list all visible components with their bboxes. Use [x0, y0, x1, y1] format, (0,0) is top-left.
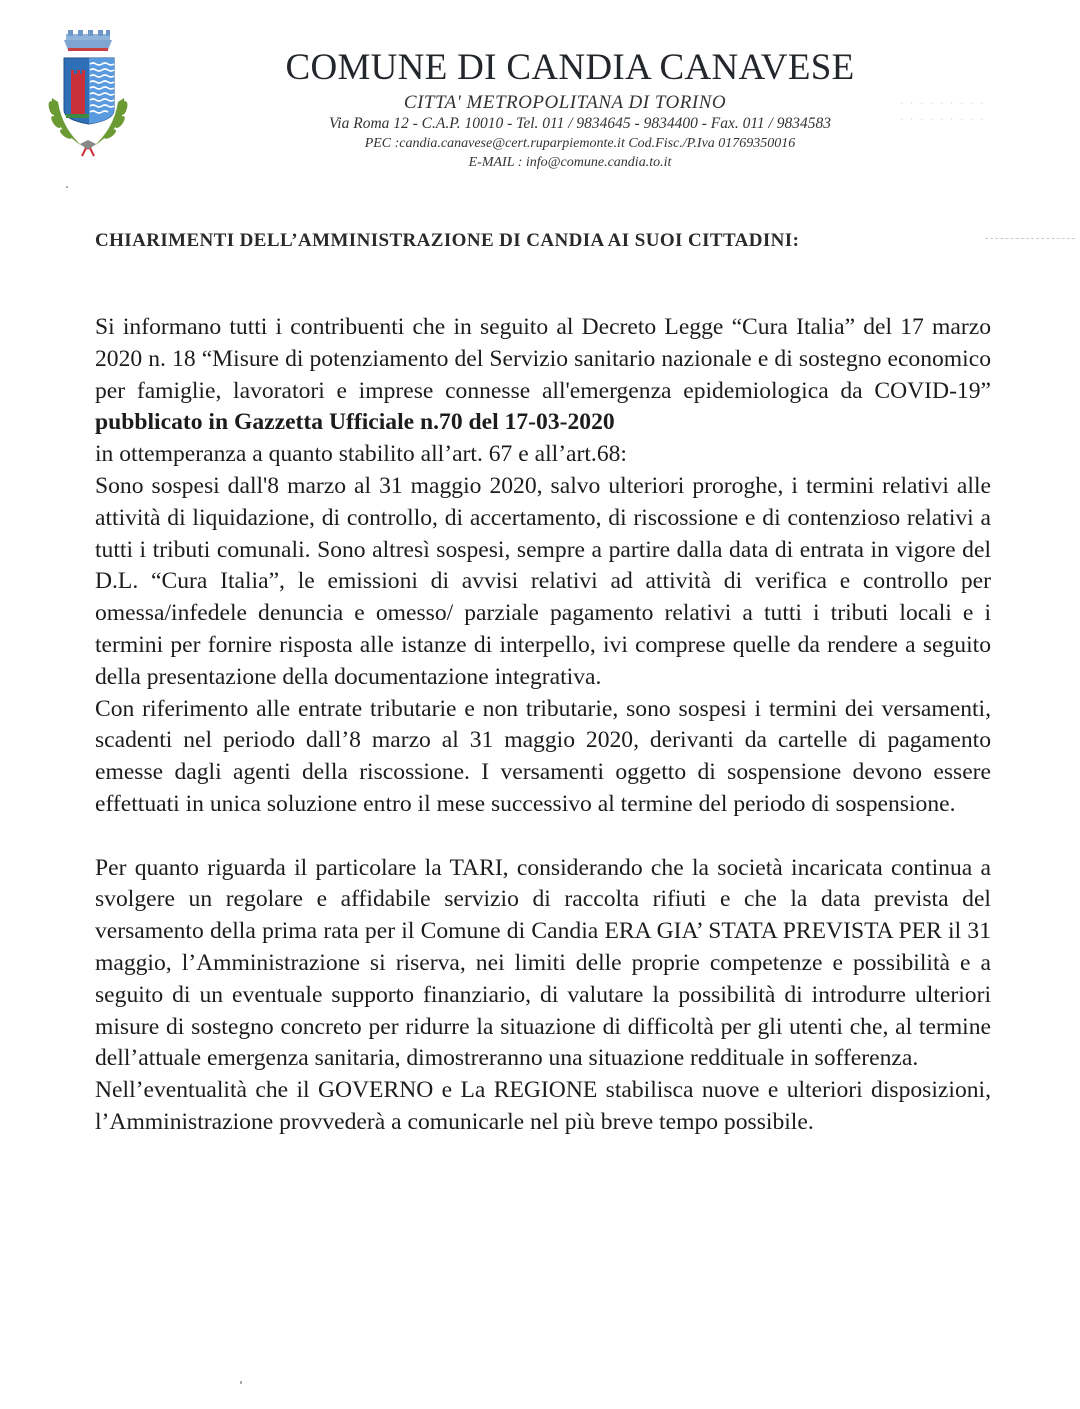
- paragraph-intro: [95, 312, 991, 439]
- scan-artifact-line: [985, 238, 1075, 239]
- paragraph-payments: Con riferimento alle entrate tributarie e non tributarie, sono sospesi i termini dei versamenti, scadenti nel periodo dall’8 marzo al 31 maggio 2020, derivanti da cartelle di pagamento emesse dagli agenti della riscossione. I versamenti oggetto di sospensione devono essere effettuati in unica soluzione entro il mese successivo al termine del periodo di sospensione.: [95, 695, 991, 817]
- document-heading: CHIARIMENTI DELL’AMMINISTRAZIONE DI CANDIA AI SUOI CITTADINI:: [95, 230, 800, 251]
- organization-pec: PEC :candia.canavese@cert.ruparpiemonte.it Cod.Fisc./P.Iva 01769350016: [364, 136, 796, 151]
- organization-address: Via Roma 12 - C.A.P. 10010 - Tel. 011 / 9834645 - 9834400 - Fax. 011 / 9834583: [328, 115, 831, 132]
- paragraph-articles: in ottemperanza a quanto stabilito all’art. 67 e all’art.68:: [95, 441, 627, 468]
- gazzetta-reference: pubblicato in Gazzetta Ufficiale n.70 del 17-03-2020: [95, 409, 615, 436]
- paragraph-spacer: [95, 821, 991, 853]
- document-body: [95, 312, 991, 1139]
- letterhead: [230, 48, 870, 172]
- intro-text: Si informano tutti i contribuenti che in seguito al Decreto Legge “Cura Italia” del 17 marzo 2020 n. 18 “Misure di potenziamento del Servizio sanitario nazionale e di sostegno economico per famiglie, lavoratori e imprese connesse all'emergenza epidemiologica da COVID-19”: [95, 314, 991, 404]
- scan-bleedthrough: · · · · · · · · · · · · · · · · · ·: [900, 96, 985, 126]
- scan-speck: [240, 1381, 242, 1384]
- paragraph-government: Nell’eventualità che il GOVERNO e La REGIONE stabilisca nuove e ulteriori disposizioni, l’Amministrazione provvederà a comunicarle nel più breve tempo possibile.: [95, 1077, 991, 1135]
- coat-of-arms-icon: [42, 28, 134, 158]
- paragraph-tari: Per quanto riguarda il particolare la TARI, considerando che la società incaricata continua a svolgere un regolare e affidabile servizio di raccolta rifiuti e che la data prevista del versamento della prima rata per il Comune di Candia ERA GIA’ STATA PREVISTA PER il 31 maggio, l’Amministrazione si riserva, nei limiti delle proprie competenze e possibilità e a seguito di un eventuale supporto finanziario, di valutare la possibilità di introdurre ulteriori misure di sostegno concreto per ridurre la situazione di difficoltà per gli utenti che, al termine dell’attuale emergenza sanitaria, dimostreranno una situazione reddituale in sofferenza.: [95, 854, 991, 1072]
- paragraph-suspension: Sono sospesi dall'8 marzo al 31 maggio 2020, salvo ulteriori proroghe, i termini relativi alle attività di liquidazione, di controllo, di accertamento, di riscossione e di contenzioso relativi a tutti i tributi comunali. Sono altresì sospesi, sempre a partire dalla data di entrata in vigore del D.L. “Cura Italia”, le emissioni di avvisi relativi ad attività di verifica e controllo per omessa/infedele denuncia e omesso/ parziale pagamento relativi a tutti i tributi locali e i termini per fornire risposta alle istanze di interpello, ivi comprese quelle da rendere a seguito della presentazione della documentazione integrativa.: [95, 472, 991, 690]
- organization-title: COMUNE DI CANDIA CANAVESE: [285, 47, 855, 88]
- organization-subtitle: CITTA' METROPOLITANA DI TORINO: [403, 92, 727, 113]
- scan-speck: [66, 186, 68, 188]
- organization-email: E-MAIL : info@comune.candia.to.it: [468, 155, 672, 170]
